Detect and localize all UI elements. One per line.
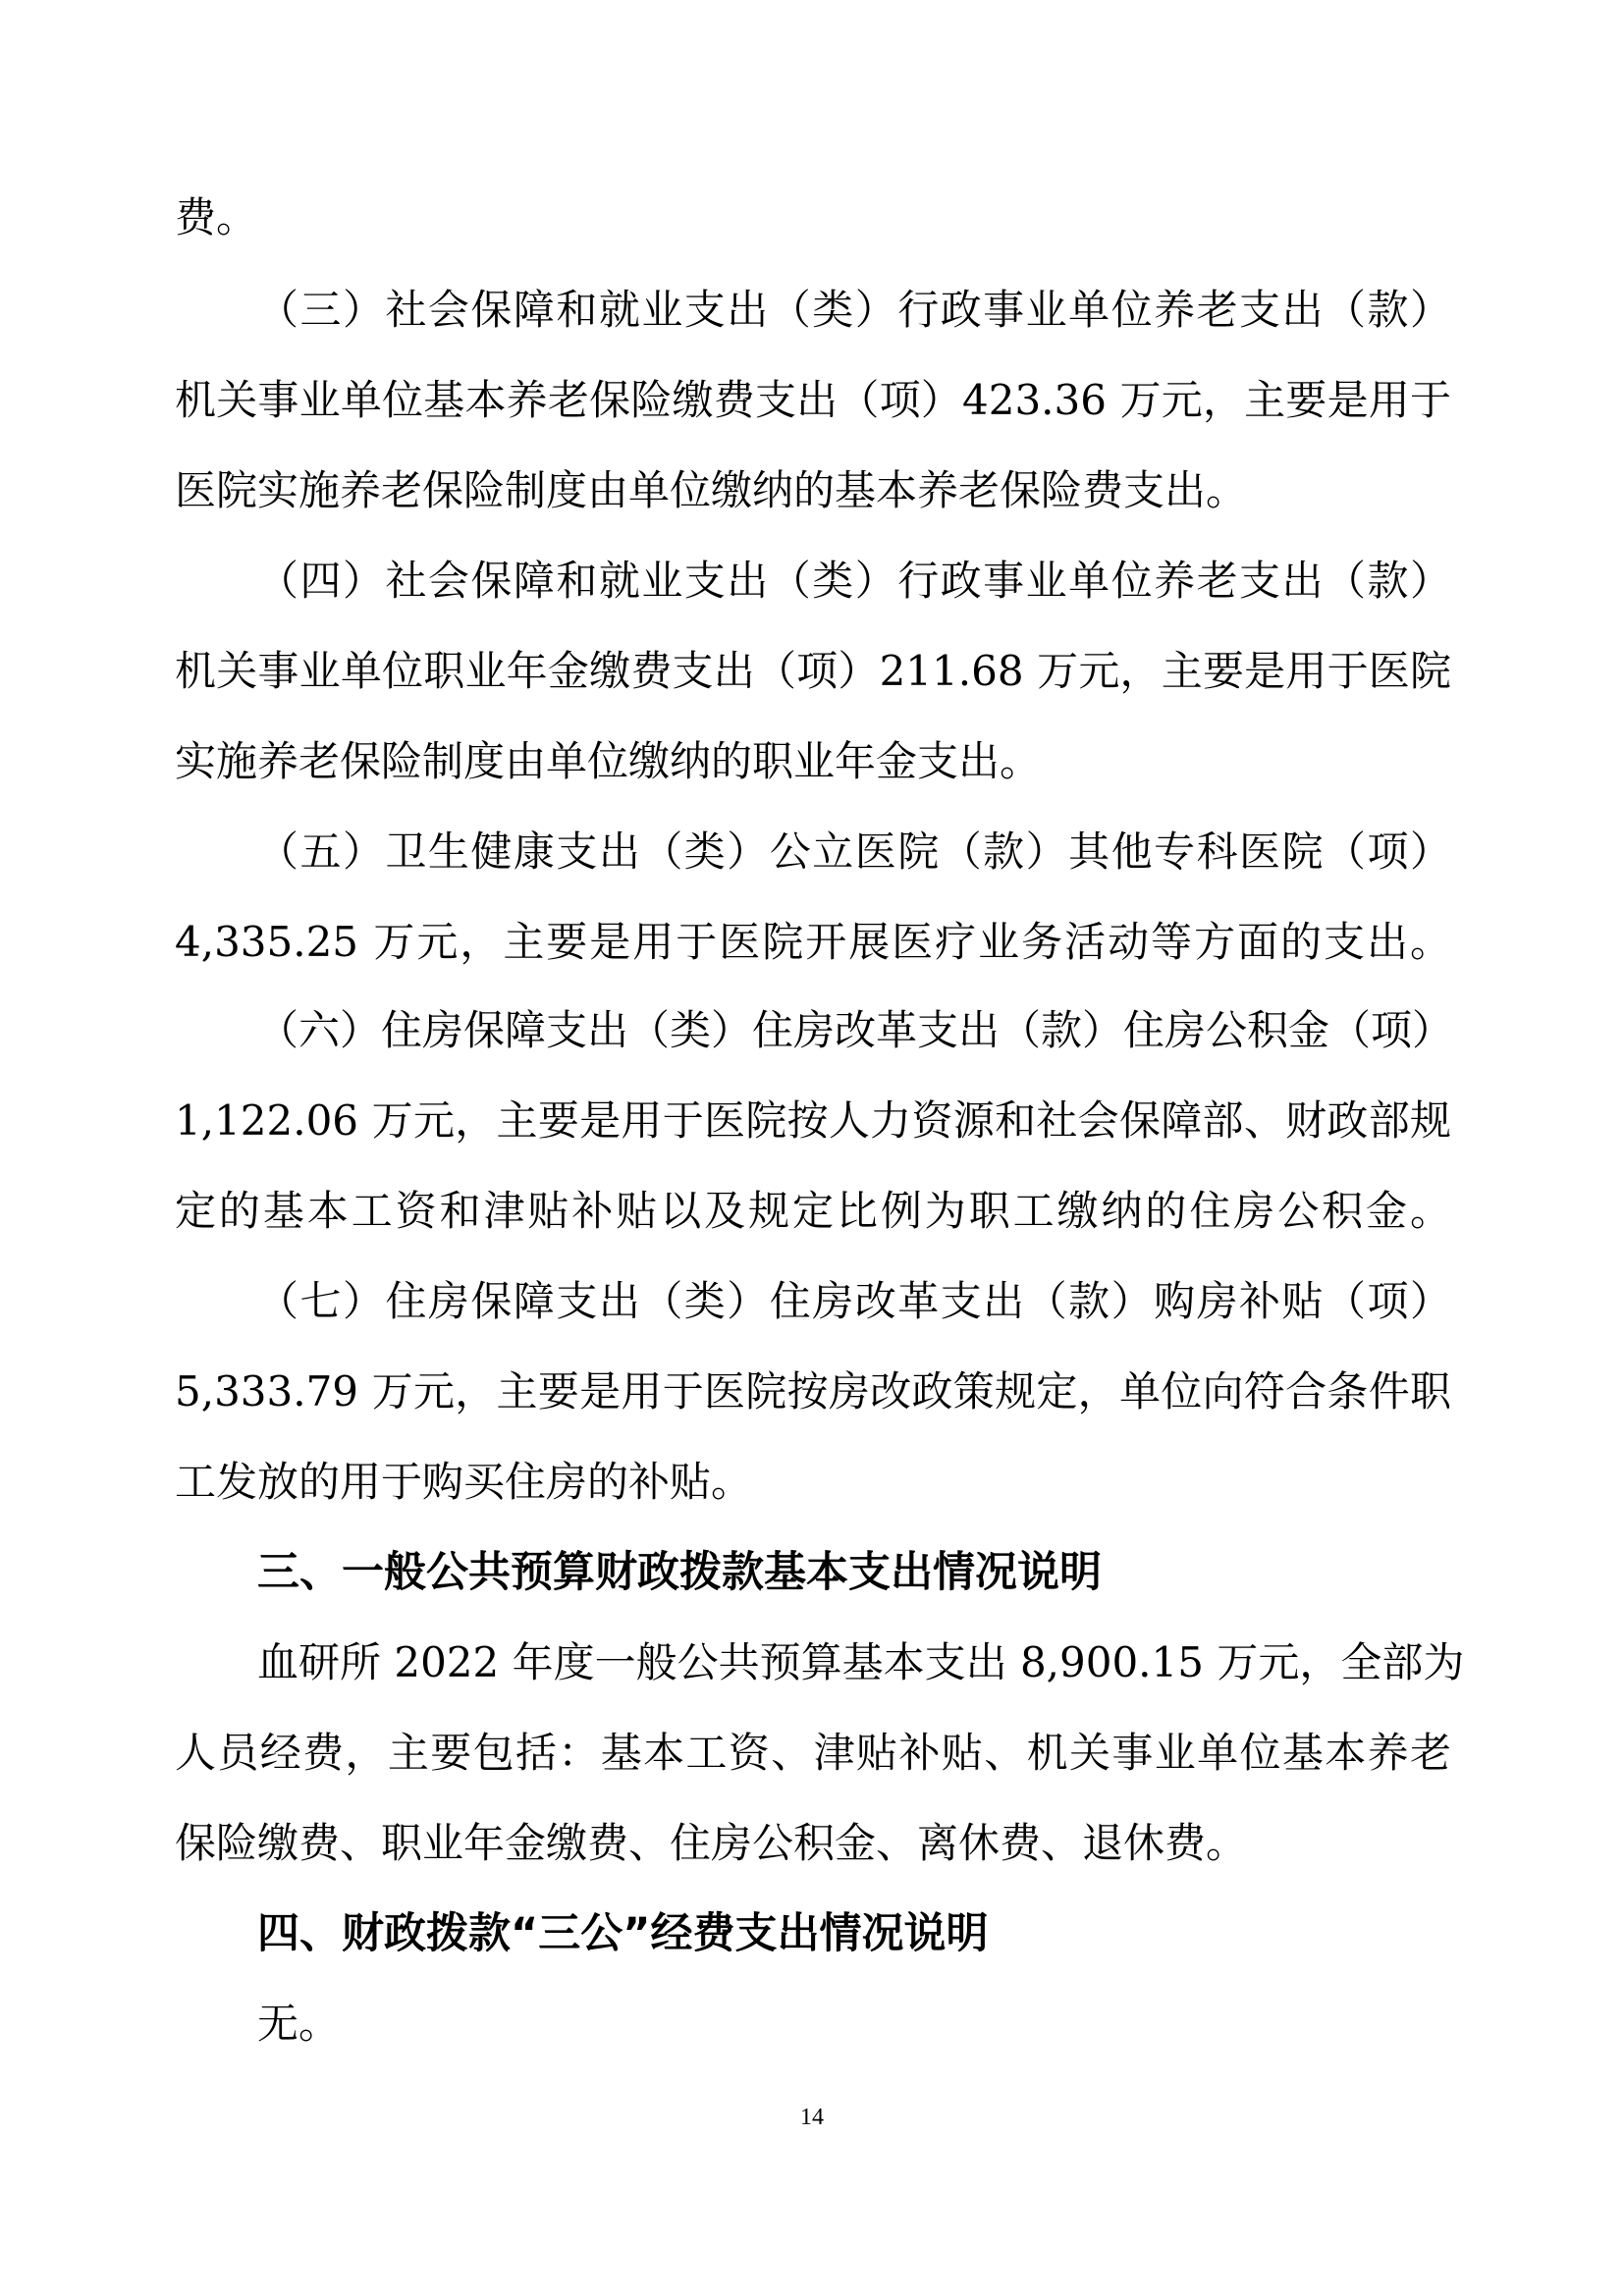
text-line: 1,122.06 万元，主要是用于医院按人力资源和社会保障部、财政部规 bbox=[175, 1096, 1451, 1145]
text-line: （七）住房保障支出（类）住房改革支出（款）购房补贴（项） bbox=[257, 1277, 1451, 1325]
text-line: 工发放的用于购买住房的补贴。 bbox=[175, 1458, 753, 1506]
text-line: （五）卫生健康支出（类）公立医院（款）其他专科医院（项） bbox=[257, 828, 1451, 876]
text-line: 医院实施养老保险制度由单位缴纳的基本养老保险费支出。 bbox=[175, 466, 1248, 514]
text-line: 费。 bbox=[175, 193, 258, 241]
section-heading: 四、财政拨款“三公”经费支出情况说明 bbox=[257, 1909, 989, 1958]
text-line: 实施养老保险制度由单位缴纳的职业年金支出。 bbox=[175, 737, 1042, 785]
text-line: 保险缴费、职业年金缴费、住房公积金、离休费、退休费。 bbox=[175, 1819, 1248, 1867]
text-line: 机关事业单位基本养老保险缴费支出（项）423.36 万元，主要是用于 bbox=[175, 376, 1451, 424]
section-heading: 三、一般公共预算财政拨款基本支出情况说明 bbox=[257, 1548, 1102, 1597]
text-line: 4,335.25 万元，主要是用于医院开展医疗业务活动等方面的支出。 bbox=[175, 918, 1451, 966]
text-line: 无。 bbox=[257, 2000, 341, 2048]
text-line: 定的基本工资和津贴补贴以及规定比例为职工缴纳的住房公积金。 bbox=[175, 1187, 1451, 1235]
text-line: 人员经费，主要包括：基本工资、津贴补贴、机关事业单位基本养老 bbox=[175, 1729, 1451, 1777]
text-line: 机关事业单位职业年金缴费支出（项）211.68 万元，主要是用于医院 bbox=[175, 647, 1451, 695]
text-line: （三）社会保障和就业支出（类）行政事业单位养老支出（款） bbox=[257, 286, 1451, 334]
text-line: （四）社会保障和就业支出（类）行政事业单位养老支出（款） bbox=[257, 557, 1451, 605]
page-number: 14 bbox=[800, 2105, 824, 2130]
text-line: 血研所 2022 年度一般公共预算基本支出 8,900.15 万元，全部为 bbox=[257, 1638, 1465, 1686]
text-line: 5,333.79 万元，主要是用于医院按房改政策规定，单位向符合条件职 bbox=[175, 1367, 1451, 1415]
text-line: （六）住房保障支出（类）住房改革支出（款）住房公积金（项） bbox=[257, 1006, 1454, 1054]
